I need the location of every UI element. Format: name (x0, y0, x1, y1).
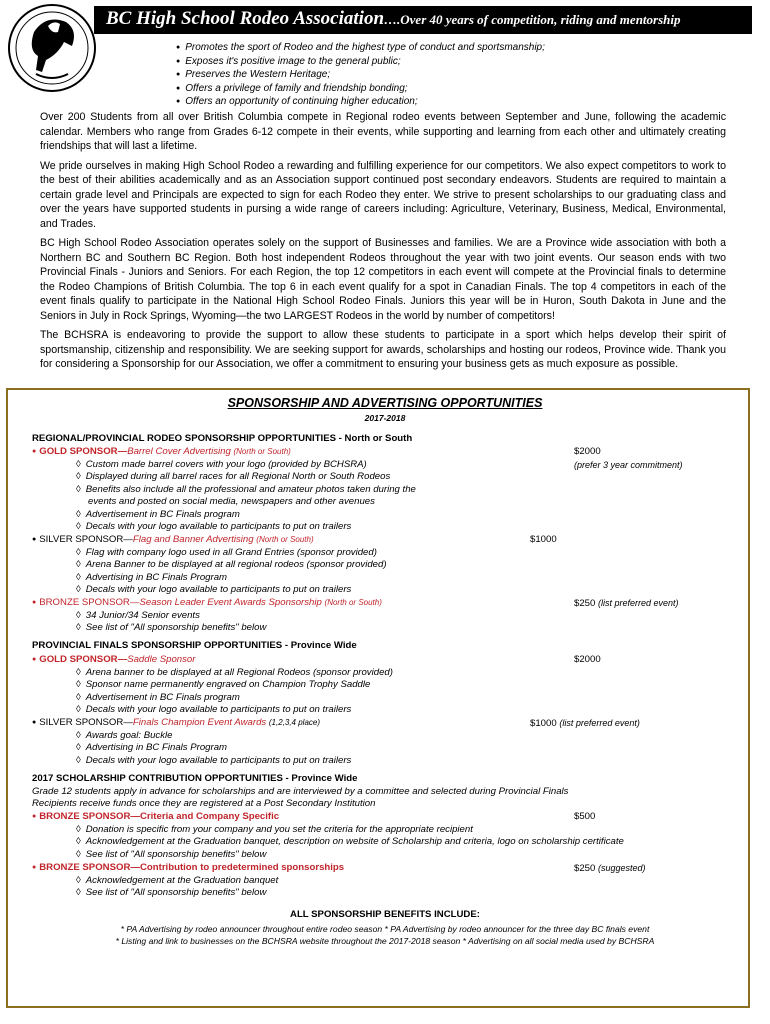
scholarship-bronze-sponsor-2: ● BRONZE SPONSOR—Contribution to predetermined sponsorships (32, 862, 344, 875)
benefit-item: ◊ Advertisement in BC Finals program (76, 509, 240, 521)
benefit-item: ◊ Donation is specific from your company and you set the criteria for the appropriate recipient (76, 824, 473, 836)
mission-bullet: ● Preserves the Western Heritage; (176, 69, 545, 83)
regional-silver-sponsor: ● SILVER SPONSOR—Flag and Banner Advertising (North or South) (32, 534, 314, 547)
benefit-item: ◊ Benefits also include all the professional and amateur photos taken during the (76, 484, 416, 496)
header-banner (94, 6, 752, 34)
sponsorship-title: SPONSORSHIP AND ADVERTISING OPPORTUNITIES (227, 396, 543, 410)
intro-text (40, 110, 726, 377)
intro-paragraph: BC High School Rodeo Association operates solely on the support of Businesses and families. We are a Province wide association with both a Northern BC and Southern BC Region. Both host independent Rodeos throughout the year with two joint events. Our season ends with two Provincial Finals - Juniors and Seniors. For each Region, the top 12 competitors in each event will compete at the Provincial finals to determine the Rodeo Champions of British Columbia. The top 6 in each event qualify for a spot in Canadian Finals. The top 4 competitors in each of the event finals qualify to participate in the National High School Rodeo Finals. Juniors this year will be in Huron, South Dakota in June and the Seniors in July in Rock Springs, Wyoming—the two LARGEST Rodeos in the world by number of competitors! (40, 237, 726, 322)
bchsra-logo (6, 2, 98, 94)
mission-bullets (176, 42, 545, 110)
benefit-item: ◊ Sponsor name permanently engraved on Champion Trophy Saddle (76, 679, 370, 691)
section-scholarship-heading: 2017 SCHOLARSHIP CONTRIBUTION OPPORTUNITIES - Province Wide (32, 773, 358, 784)
benefit-item: ◊ See list of "All sponsorship benefits" below (76, 887, 266, 899)
benefit-item: ◊ See list of "All sponsorship benefits" below (76, 622, 266, 634)
benefit-item: ◊ See list of "All sponsorship benefits" below (76, 849, 266, 861)
benefit-item: ◊ Arena Banner to be displayed at all regional rodeos (sponsor provided) (76, 559, 387, 571)
mission-bullet: ● Promotes the sport of Rodeo and the highest type of conduct and sportsmanship; (176, 42, 545, 56)
sponsorship-year: 2017-2018 (364, 413, 406, 423)
regional-gold-price-note: (prefer 3 year commitment) (574, 460, 683, 470)
finals-gold-sponsor: ● GOLD SPONSOR—Saddle Sponsor (32, 654, 195, 667)
section-finals-heading: PROVINCIAL FINALS SPONSORSHIP OPPORTUNITIES - Province Wide (32, 640, 357, 651)
scholarship-description: Recipients receive funds once they are registered at a Post Secondary Institution (32, 798, 376, 809)
benefit-item: ◊ Displayed during all barrel races for all Regional North or South Rodeos (76, 471, 390, 483)
benefit-item: ◊ Decals with your logo available to participants to put on trailers (76, 584, 351, 596)
benefit-item: ◊ Advertisement in BC Finals program (76, 692, 240, 704)
benefits-line: * PA Advertising by rodeo announcer throughout entire rodeo season * PA Advertising by rodeo announcer for the three day BC finals event (120, 924, 650, 934)
scholarship-description: Grade 12 students apply in advance for scholarships and are interviewed by a committee and selected during Provincial Finals (32, 786, 569, 797)
mission-bullet: ● Offers a privilege of family and friendship bonding; (176, 83, 545, 97)
mission-bullet: ● Offers an opportunity of continuing higher education; (176, 96, 545, 110)
benefit-item-cont: events and posted on social media, newspapers and other avenues (88, 496, 375, 507)
finals-gold-price: $2000 (574, 654, 601, 665)
org-title: BC High School Rodeo Association (106, 8, 385, 29)
finals-silver-sponsor: ● SILVER SPONSOR—Finals Champion Event Awards (1,2,3,4 place) (32, 717, 320, 730)
org-tagline: ….Over 40 years of competition, riding and mentorship (384, 12, 681, 27)
intro-paragraph: The BCHSRA is endeavoring to provide the support to allow these students to participate in a sport which helps develop their spirit of sportsmanship, citizenship and responsibility. We are seeking support for awards, scholarships and hosting our rodeos, Province wide. Thank you for considering a Sponsorship for our Association, we offer a commitment to ensuring your business gets as much exposure as possible. (40, 329, 726, 370)
benefit-item: ◊ Advertising in BC Finals Program (76, 742, 227, 754)
intro-paragraph: Over 200 Students from all over British Columbia compete in Regional rodeo events between September and June, following the academic calendar. Members who range from Grades 6-12 compete in their events, while supporting and learning from each other and ultimately creating friendships that will last a lifetime. (40, 111, 726, 152)
benefit-item: ◊ Arena banner to be displayed at all Regional Rodeos (sponsor provided) (76, 667, 393, 679)
scholarship-bronze-price: $500 (574, 811, 596, 822)
benefit-item: ◊ Acknowledgement at the Graduation banquet, description on website of Scholarship and criteria, logo on scholarship certificate (76, 836, 624, 848)
scholarship-bronze-sponsor: ● BRONZE SPONSOR—Criteria and Company Specific (32, 811, 279, 824)
regional-bronze-price: $250 (list preferred event) (574, 598, 679, 609)
benefit-item: ◊ Decals with your logo available to participants to put on trailers (76, 521, 351, 533)
benefits-heading: ALL SPONSORSHIP BENEFITS INCLUDE: (290, 909, 480, 920)
finals-silver-price: $1000 (list preferred event) (530, 718, 640, 729)
benefit-item: ◊ Decals with your logo available to participants to put on trailers (76, 704, 351, 716)
section-regional-heading: REGIONAL/PROVINCIAL RODEO SPONSORSHIP OPPORTUNITIES - North or South (32, 433, 413, 444)
intro-paragraph: We pride ourselves in making High School Rodeo a rewarding and fulfilling experience for our competitors. We also expect competitors to work to the best of their abilities academically and as an Association support continued post secondary endeavors. Students are required to maintain a certain grade level and Principals are expected to sign for each Rodeo they enter. We strive to present scholarships to our graduating class and over the years have supported students in pursing a wide range of careers including: Agriculture, Veterinary, Business, Medical, Environmental, and Trades. (40, 159, 726, 230)
scholarship-bronze-price-2: $250 (suggested) (574, 863, 646, 874)
mission-bullet: ● Exposes it's positive image to the general public; (176, 56, 545, 70)
regional-gold-sponsor: ● GOLD SPONSOR—Barrel Cover Advertising (North or South) (32, 446, 291, 459)
benefit-item: ◊ Awards goal: Buckle (76, 730, 173, 742)
regional-silver-price: $1000 (530, 534, 557, 545)
benefit-item: ◊ Custom made barrel covers with your logo (provided by BCHSRA) (76, 459, 367, 471)
regional-gold-price: $2000 (574, 446, 601, 457)
benefit-item: ◊ 34 Junior/34 Senior events (76, 610, 200, 622)
regional-bronze-sponsor: ● BRONZE SPONSOR—Season Leader Event Awards Sponsorship (North or South) (32, 597, 382, 610)
benefit-item: ◊ Advertising in BC Finals Program (76, 572, 227, 584)
benefit-item: ◊ Decals with your logo available to participants to put on trailers (76, 755, 351, 767)
benefit-item: ◊ Acknowledgement at the Graduation banquet (76, 875, 278, 887)
benefits-line: * Listing and link to businesses on the BCHSRA website throughout the 2017-2018 season * Advertising on all social media used by BCHSRA (115, 936, 655, 946)
benefit-item: ◊ Flag with company logo used in all Grand Entries (sponsor provided) (76, 547, 377, 559)
